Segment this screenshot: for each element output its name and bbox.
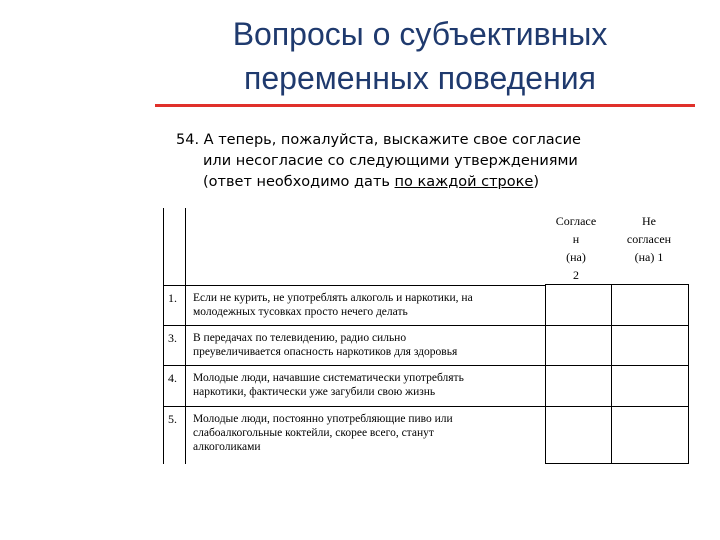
survey-question — [176, 130, 696, 193]
table-number-divider — [185, 208, 186, 464]
table-row-divider — [163, 365, 545, 366]
question-line3-suffix: ) — [533, 174, 539, 190]
table-row-divider — [163, 285, 545, 286]
table-row-divider — [163, 406, 545, 407]
question-line3-prefix: (ответ необходимо дать — [203, 174, 395, 190]
column-header-agree-line: 2 — [573, 268, 579, 282]
column-header-agree — [545, 212, 607, 284]
title-underline-rule — [155, 104, 695, 107]
column-header-disagree-line: Не — [642, 214, 656, 228]
answer-cell-disagree[interactable] — [611, 325, 689, 366]
answer-cell-disagree[interactable] — [611, 284, 689, 326]
column-header-disagree-line: (на) 1 — [634, 250, 664, 264]
statement-line: слабоалкогольные коктейли, скорее всего, станут — [193, 427, 434, 439]
statement-line: алкоголиками — [193, 441, 261, 453]
slide-title-line1: Вопросы о субъективных — [232, 16, 608, 52]
statement-text — [193, 291, 545, 319]
answer-cell-agree[interactable] — [545, 406, 612, 464]
slide-title — [150, 12, 690, 100]
answer-cell-disagree[interactable] — [611, 365, 689, 407]
answer-cell-agree[interactable] — [545, 284, 612, 326]
statement-text — [193, 331, 545, 359]
statement-line: преувеличивается опасность наркотиков для здоровья — [193, 346, 458, 358]
question-line3 — [176, 172, 696, 193]
statement-line: Молодые люди, начавшие систематически употреблять — [193, 372, 464, 384]
column-header-agree-line: Согласе — [555, 214, 597, 228]
question-line1: 54. А теперь, пожалуйста, выскажите свое согласие — [176, 132, 581, 148]
table-row-divider — [163, 325, 545, 326]
column-header-disagree-line: согласен — [626, 232, 672, 246]
statement-line: Молодые люди, постоянно употребляющие пиво или — [193, 413, 453, 425]
statement-number: 4. — [168, 371, 177, 385]
statement-line: наркотики, фактически уже загубили свою жизнь — [193, 386, 436, 398]
question-line3-underlined: по каждой строке — [394, 174, 534, 190]
statement-line: молодежных тусовках просто нечего делать — [193, 306, 408, 318]
answer-cell-disagree[interactable] — [611, 406, 689, 464]
statement-number: 3. — [168, 331, 177, 345]
statement-line: В передачах по телевидению, радио сильно — [193, 332, 407, 344]
column-header-agree-line: (на) — [566, 250, 586, 264]
statement-line: Если не курить, не употреблять алкоголь и наркотики, на — [193, 292, 473, 304]
statement-number: 1. — [168, 291, 177, 305]
statement-number: 5. — [168, 412, 177, 426]
answer-cell-agree[interactable] — [545, 365, 612, 407]
statement-text — [193, 412, 545, 454]
slide-title-line2: переменных поведения — [244, 60, 596, 96]
column-header-agree-line: н — [572, 232, 580, 246]
column-header-disagree — [612, 212, 686, 266]
statement-text — [193, 371, 545, 399]
question-line2: или несогласие со следующими утверждениями — [203, 153, 578, 169]
table-left-border — [163, 208, 164, 464]
answer-cell-agree[interactable] — [545, 325, 612, 366]
